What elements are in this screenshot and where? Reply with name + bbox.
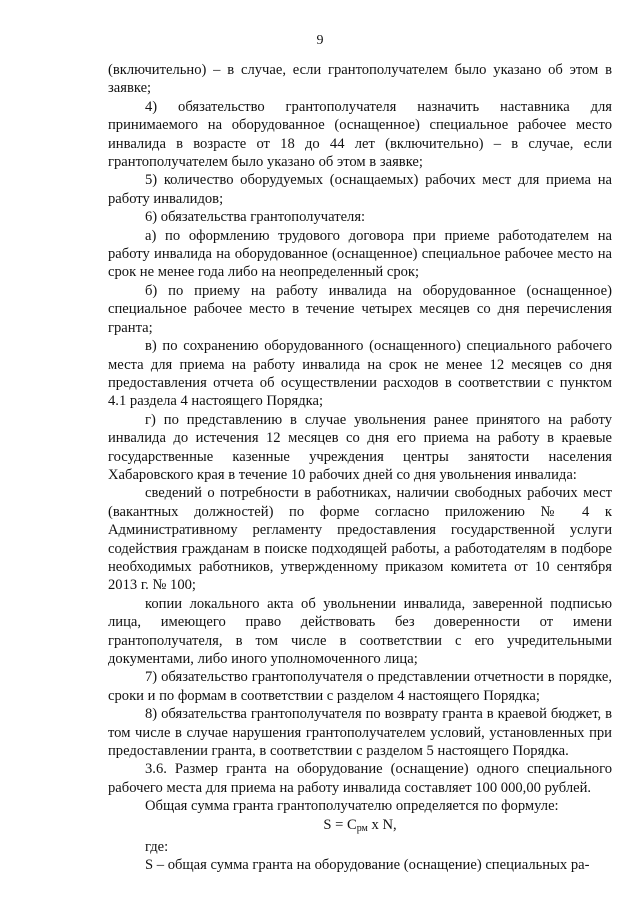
paragraph-item-4: 4) обязательство грантополучателя назначить наставника для принимаемого на оборудованное (оснащенное) специальное рабочее место инвалида в возрасте от 18 до 44 лет (включительно) – в случае, если грантополучателем было указано об этом в заявке; bbox=[108, 98, 612, 171]
formula-subscript: рм bbox=[356, 822, 368, 834]
paragraph-item-6a: а) по оформлению трудового договора при приеме работодателем на работу инвалида на оборудованное (оснащенное) специальное рабочее место на срок не менее года либо на неопределенный срок; bbox=[108, 227, 612, 281]
paragraph-formula-intro: Общая сумма гранта грантополучателю определяется по формуле: bbox=[145, 798, 559, 815]
formula bbox=[108, 816, 612, 838]
paragraph-item-6g: г) по представлению в случае увольнения ранее принятого на работу инвалида до истечения 12 месяцев со дня его приема на работу в краевые государственные казенные учреждения центры занятости населения Хабаровского края в течение 10 рабочих дней со дня увольнения инвалида: bbox=[108, 411, 612, 483]
paragraph-item-6b: б) по приему на работу инвалида на оборудованное (оснащенное) специальное рабочее место в течение четырех месяцев со дня перечисления гранта; bbox=[108, 282, 612, 336]
paragraph-item-6: 6) обязательства грантополучателя: bbox=[145, 209, 366, 226]
paragraph-where: где: bbox=[145, 839, 169, 856]
formula-rhs: x N, bbox=[367, 816, 397, 833]
paragraph-dismissal-copy: копии локального акта об увольнении инвалида, заверенной подписью лица, имеющего право действовать без доверенности от имени грантополучателя, в том числе в соответствии с его учредительными документами, либо иного уполномоченного лица; bbox=[108, 595, 612, 667]
formula-lhs: S = C bbox=[323, 816, 357, 833]
paragraph-3-6: 3.6. Размер гранта на оборудование (оснащение) одного специального рабочего места для приема на работу инвалида составляет 100 000,00 рублей. bbox=[108, 761, 612, 796]
paragraph-s-definition: S – общая сумма гранта на оборудование (оснащение) специальных ра- bbox=[145, 857, 590, 874]
document-body bbox=[108, 61, 612, 875]
paragraph-continuation: (включительно) – в случае, если грантополучателем было указано об этом в заявке; bbox=[108, 62, 612, 97]
paragraph-item-5: 5) количество оборудуемых (оснащаемых) рабочих мест для приема на работу инвалидов; bbox=[108, 172, 612, 207]
paragraph-item-6v: в) по сохранению оборудованного (оснащенного) специального рабочего места для приема на работу инвалида на срок не менее 12 месяцев со дня предоставления отчета об осуществлении расходов в соответствии с пунктом 4.1 раздела 4 настоящего Порядка; bbox=[108, 338, 612, 410]
paragraph-item-8: 8) обязательства грантополучателя по возврату гранта в краевой бюджет, в том числе в случае нарушения грантополучателем условий, установленных при предоставлении гранта, в соответствии с разделом 5 настоящего Порядка. bbox=[108, 706, 612, 760]
paragraph-vacancy-info: сведений о потребности в работниках, наличии свободных рабочих мест (вакантных должностей) по форме согласно приложению № 4 к Административному регламенту предоставления государственной услуги содействия гражданам в поиске подходящей работы, а работодателям в подборе необходимых работников, утвержденному приказом комитета от 10 сентября 2013 г. № 100; bbox=[108, 485, 612, 594]
page-number: 9 bbox=[316, 33, 324, 48]
paragraph-item-7: 7) обязательство грантополучателя о представлении отчетности в порядке, сроки и по формам в соответствии с разделом 4 настоящего Порядка; bbox=[108, 669, 612, 704]
